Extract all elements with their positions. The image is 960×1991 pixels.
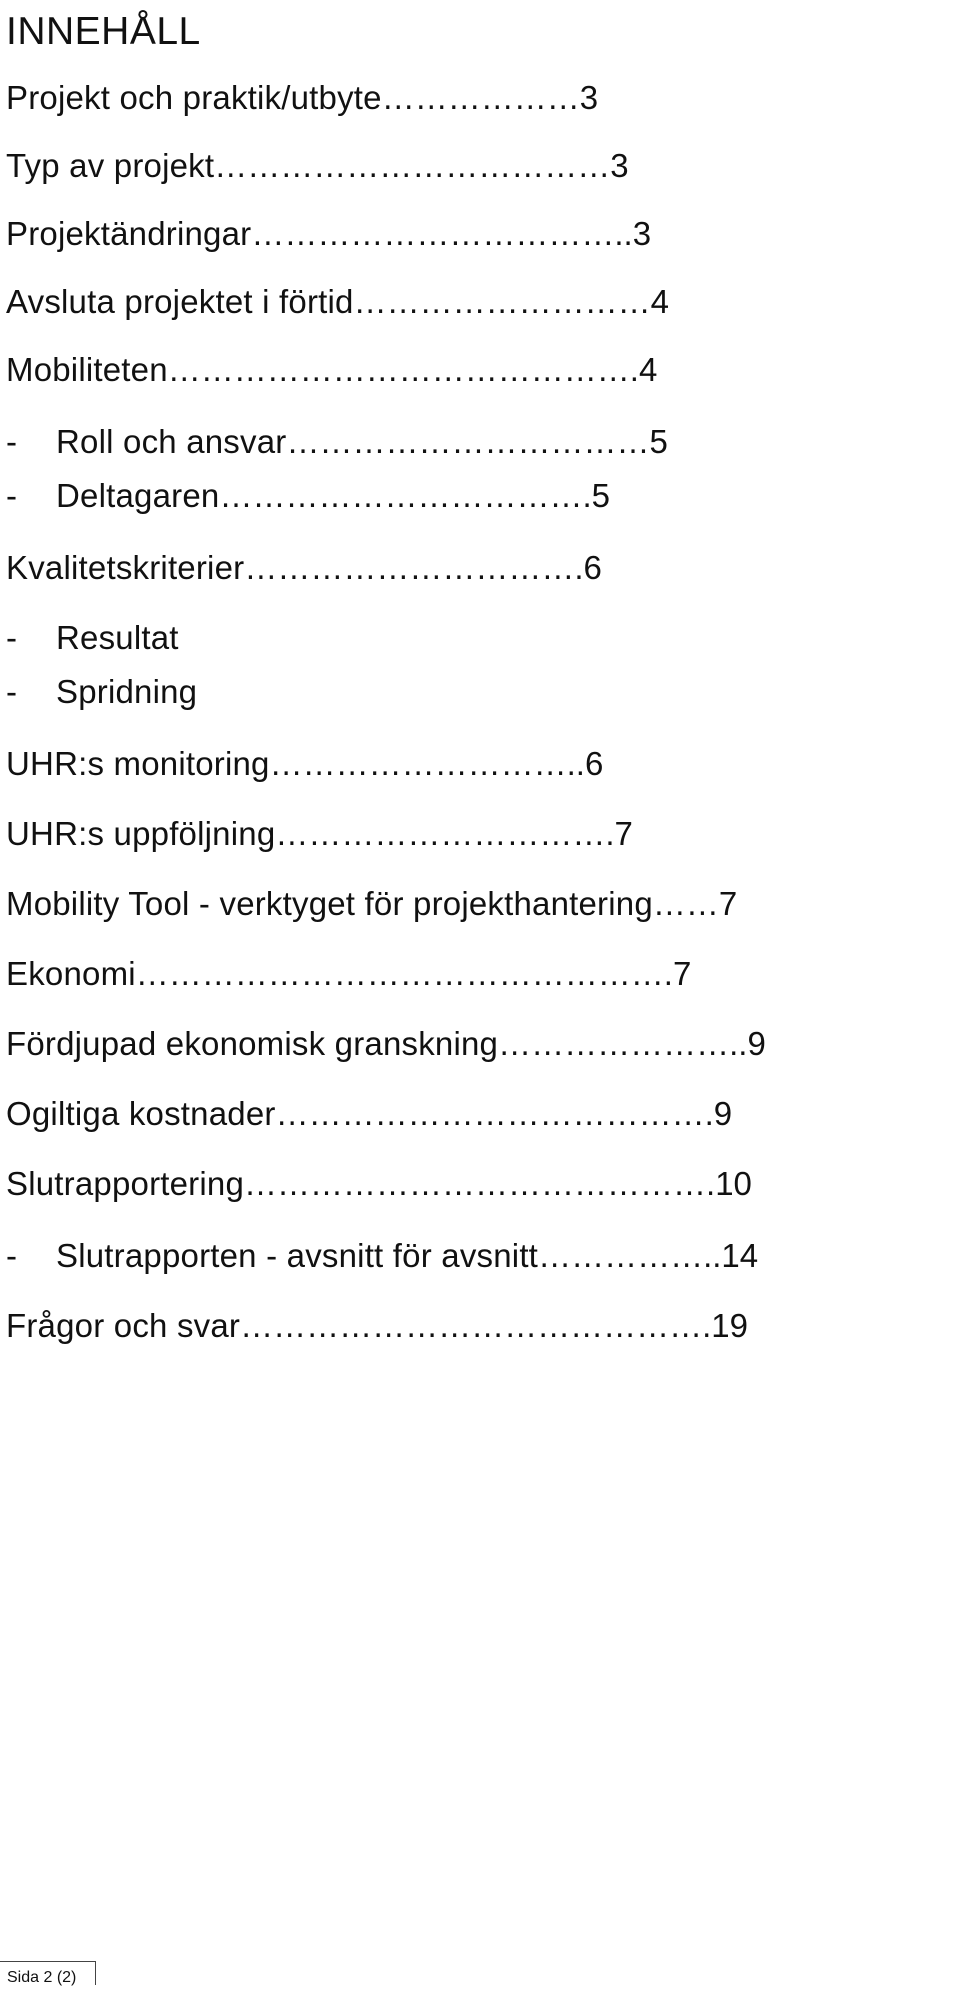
toc-entry-page-number: 6: [584, 745, 604, 782]
toc-entry-page-number: 7: [614, 815, 633, 852]
toc-entry-text: Slutrapportering: [6, 1165, 245, 1202]
toc-entry-leader: …………………………….: [219, 477, 592, 514]
toc-entry-text: UHR:s uppföljning: [6, 815, 276, 852]
toc-entry-ekonomi: [6, 954, 691, 994]
toc-entry-text: Mobiliteten: [6, 351, 168, 388]
toc-entry-leader: ……………..: [538, 1237, 722, 1274]
toc-entry-leader: ………………………….: [275, 815, 615, 852]
toc-entry-page-number: 3: [632, 215, 652, 252]
toc-entry-text: Avsluta projektet i förtid: [6, 283, 354, 320]
toc-entry-text: Resultat: [56, 619, 179, 656]
toc-entry-leader: ………………………..: [269, 745, 585, 782]
toc-entry-text: Roll och ansvar: [56, 423, 287, 460]
toc-entry-leader: ……………………………: [286, 423, 650, 460]
toc-entry-text: Ekonomi: [6, 955, 136, 992]
toc-entry-text: Deltagaren: [56, 477, 220, 514]
toc-entry-leader: ………………: [381, 79, 580, 116]
toc-entry-page-number: 5: [649, 423, 668, 460]
toc-entry-bullet-dash: -: [6, 423, 17, 460]
toc-entry-text: Mobility Tool - verktyget för projekthantering: [6, 885, 653, 922]
toc-entry-leader: ……………………………..: [251, 215, 633, 252]
page-footer: Sida 2 (2): [0, 1961, 96, 1985]
toc-entry-page-number: 19: [711, 1307, 748, 1344]
toc-entry-text: Typ av projekt: [6, 147, 215, 184]
toc-entry-uhrs-monitoring: [6, 744, 603, 784]
toc-entry-bullet-dash: -: [6, 1237, 17, 1274]
toc-entry-text: Ogiltiga kostnader: [6, 1095, 276, 1132]
toc-entry-leader: ………………………………………….: [135, 955, 673, 992]
toc-entry-projektandringar: [6, 214, 651, 254]
toc-entry-page-number: 4: [638, 351, 658, 388]
toc-entry-text: Fördjupad ekonomisk granskning: [6, 1025, 499, 1062]
toc-entry-leader: ……: [652, 885, 719, 922]
toc-title: INNEHÅLL: [6, 10, 201, 53]
toc-entry-slutrapportering: [6, 1164, 752, 1204]
toc-entry-roll-och-ansvar: [6, 422, 668, 462]
toc-entry-leader: …………………………………….: [240, 1307, 712, 1344]
toc-entry-page-number: 3: [579, 79, 599, 116]
toc-entry-leader: ………………………………: [214, 147, 611, 184]
toc-entry-deltagaren: [6, 476, 610, 516]
toc-entry-page-number: 7: [718, 885, 738, 922]
toc-entry-page-number: 14: [721, 1237, 759, 1274]
toc-entry-leader: …………………………………….: [244, 1165, 716, 1202]
toc-entry-mobility-tool: [6, 884, 737, 924]
toc-entry-ogiltiga-kostnader: [6, 1094, 732, 1134]
toc-entry-avsluta-projektet: [6, 282, 669, 322]
toc-entry-fragor-och-svar: [6, 1306, 748, 1346]
toc-entry-projekt-och-praktik: [6, 78, 598, 118]
toc-entry-page-number: 4: [650, 283, 669, 320]
toc-entry-resultat: [6, 618, 179, 658]
toc-entry-text: UHR:s monitoring: [6, 745, 270, 782]
toc-entry-page-number: 10: [715, 1165, 752, 1202]
toc-entry-text: Projekt och praktik/utbyte: [6, 79, 382, 116]
toc-entry-kvalitetskriterier: [6, 548, 602, 588]
toc-entry-page-number: 9: [713, 1095, 733, 1132]
toc-entry-fordjupad-ekonomisk-granskning: [6, 1024, 766, 1064]
toc-entry-text: Kvalitetskriterier: [6, 549, 245, 586]
toc-entry-page-number: 6: [583, 549, 602, 586]
toc-entry-leader: …………………………………….: [167, 351, 639, 388]
toc-entry-bullet-dash: -: [6, 477, 17, 514]
toc-entry-text: Slutrapporten - avsnitt för avsnitt: [56, 1237, 539, 1274]
toc-entry-page-number: 5: [591, 477, 610, 514]
toc-entry-page-number: 9: [747, 1025, 766, 1062]
toc-entry-leader: ………………………………….: [275, 1095, 714, 1132]
toc-entry-leader: ………………………….: [244, 549, 584, 586]
toc-entry-text: Frågor och svar: [6, 1307, 241, 1344]
toc-entry-page-number: 3: [610, 147, 629, 184]
toc-entry-leader: ………………………: [353, 283, 651, 320]
toc-entry-bullet-dash: -: [6, 673, 17, 710]
toc-entry-mobiliteten: [6, 350, 657, 390]
toc-entry-bullet-dash: -: [6, 619, 17, 656]
toc-entry-uhrs-uppfoljning: [6, 814, 633, 854]
toc-entry-typ-av-projekt: [6, 146, 629, 186]
toc-entry-slutrapporten-avsnitt: [6, 1236, 759, 1276]
toc-entry-spridning: [6, 672, 198, 712]
toc-entry-page-number: 7: [672, 955, 692, 992]
toc-entry-leader: …………………..: [498, 1025, 748, 1062]
toc-entry-text: Spridning: [56, 673, 198, 710]
toc-entry-text: Projektändringar: [6, 215, 252, 252]
